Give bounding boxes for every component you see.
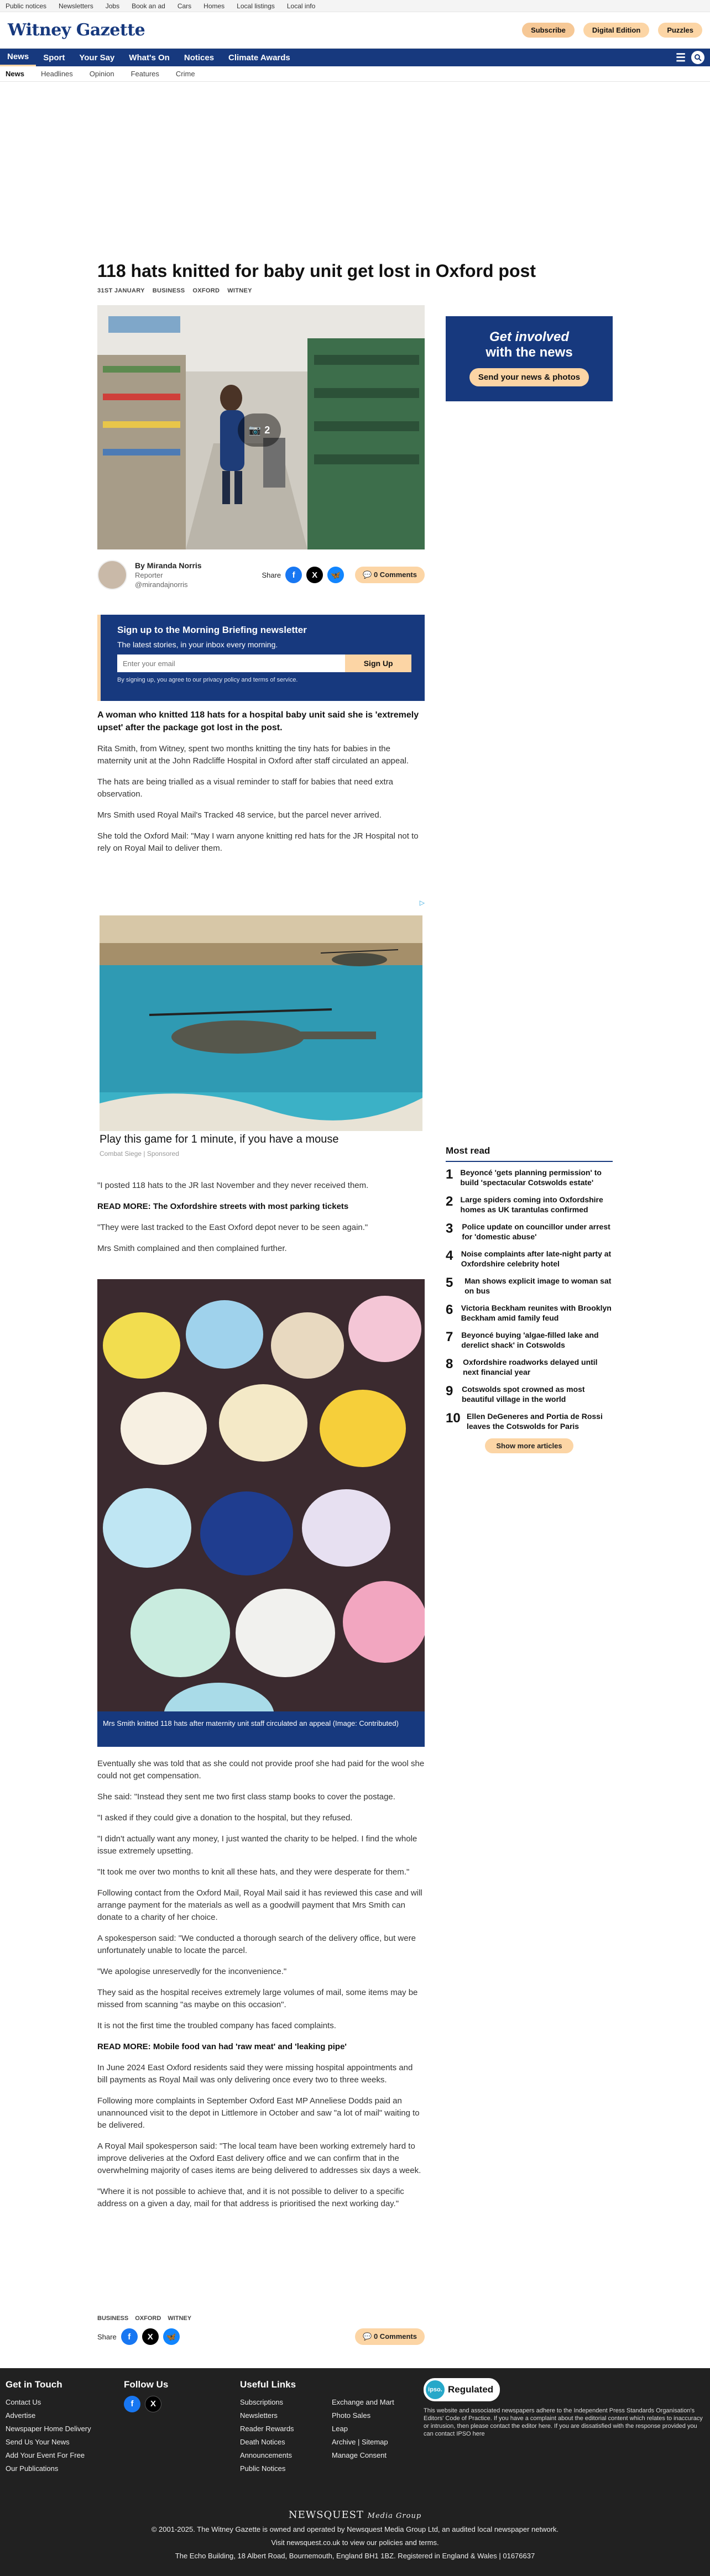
article-paragraph: "It took me over two months to knit all these hats, and they were desperate for them.": [97, 1867, 410, 1877]
footer-link[interactable]: Add Your Event For Free: [6, 2451, 85, 2459]
read-more-link[interactable]: READ MORE: The Oxfordshire streets with most parking tickets: [97, 1202, 349, 1211]
most-read-rank: 1: [446, 1167, 453, 1182]
footer-link[interactable]: Newsletters: [240, 2411, 278, 2420]
policies-line[interactable]: Visit newsquest.co.uk to view our policies and terms.: [271, 2538, 439, 2547]
article-body-top: [97, 709, 425, 863]
article-paragraph: A spokesperson said: "We conducted a thorough search of the delivery office, but were unfortunately unable to locate the parcel.: [97, 1934, 416, 1955]
card-line2: with the news: [485, 345, 573, 360]
camera-icon: 📷: [248, 424, 262, 436]
masthead: [0, 12, 710, 49]
address: The Echo Building, 18 Albert Road, Bournemouth, England BH1 1BZ. Registered in England & Wales | 01676637: [175, 2552, 535, 2560]
ipso-badge-label: Regulated: [448, 2384, 494, 2395]
footer-link[interactable]: Contact Us: [6, 2398, 41, 2406]
most-read-headline[interactable]: Beyoncé 'gets planning permission' to build 'spectacular Cotswolds estate': [460, 1168, 602, 1187]
puzzles-button[interactable]: Puzzles: [658, 23, 702, 38]
ipso-logo-icon: ipso.: [426, 2380, 445, 2399]
subnav-item-crime[interactable]: Crime: [175, 70, 195, 78]
newsquest-sub: Media Group: [367, 2512, 422, 2520]
card-line1: Get involved: [489, 329, 570, 344]
footer-link[interactable]: Our Publications: [6, 2464, 59, 2473]
subnav-item-opinion[interactable]: Opinion: [89, 70, 114, 78]
tag-link[interactable]: WITNEY: [227, 287, 252, 294]
footer-link[interactable]: Public Notices: [240, 2464, 286, 2473]
nav-item-your-say[interactable]: Your Say: [79, 53, 115, 62]
author-role: Reporter: [135, 570, 163, 579]
search-icon[interactable]: [691, 51, 704, 64]
article-paragraph: "I asked if they could give a donation to the hospital, but they refused.: [97, 1813, 353, 1823]
most-read-headline[interactable]: Cotswolds spot crowned as most beautiful village in the world: [462, 1385, 585, 1404]
footer-heading: Follow Us: [124, 2379, 169, 2390]
nav-item-news[interactable]: News: [0, 49, 36, 66]
newsquest-wordmark: NEWSQUEST: [288, 2509, 364, 2521]
facebook-icon[interactable]: f: [121, 2328, 138, 2345]
send-news-button[interactable]: Send your news & photos: [469, 368, 589, 386]
most-read: [446, 1145, 613, 1453]
article-paragraph: It is not the first time the troubled company has faced complaints.: [97, 2021, 336, 2030]
most-read-rank: 7: [446, 1329, 453, 1344]
most-read-headline[interactable]: Police update on councillor under arrest for 'domestic abuse': [462, 1222, 610, 1241]
subnav-item-news[interactable]: News: [6, 70, 24, 78]
site-logo[interactable]: Witney Gazette: [8, 20, 145, 40]
footer-follow: [124, 2378, 168, 2412]
most-read-headline[interactable]: Man shows explicit image to woman sat on bus: [464, 1276, 612, 1295]
footer-link[interactable]: Subscriptions: [240, 2398, 284, 2406]
ad-title[interactable]: Play this game for 1 minute, if you have a mouse: [100, 1133, 339, 1145]
helicopter-image: [100, 915, 422, 1131]
nav-item-climate-awards[interactable]: Climate Awards: [228, 53, 290, 62]
most-read-rank: 9: [446, 1384, 453, 1399]
comments-button[interactable]: 💬 0 Comments: [355, 567, 425, 583]
comments-count: 0 Comments: [373, 2332, 417, 2341]
footer-link[interactable]: Archive | Sitemap: [332, 2438, 388, 2446]
article-paragraph: Mrs Smith complained and then complained further.: [97, 1244, 287, 1253]
ad-source: Combat Siege | Sponsored: [100, 1150, 179, 1158]
utility-link[interactable]: Newsletters: [59, 2, 93, 10]
article-body-middle: [97, 1180, 425, 1264]
x-icon[interactable]: X: [145, 2396, 161, 2412]
most-read-item[interactable]: [446, 1330, 613, 1350]
newsletter-email-input[interactable]: [117, 655, 345, 672]
utility-link[interactable]: Local info: [286, 2, 316, 10]
sponsored-ad[interactable]: [97, 897, 425, 1158]
most-read-headline[interactable]: Noise complaints after late-night party at Oxfordshire celebrity hotel: [461, 1249, 612, 1268]
most-read-item[interactable]: [446, 1249, 613, 1269]
footer: [0, 2368, 710, 2576]
most-read-rank: 6: [446, 1302, 453, 1317]
article-paragraph: "I posted 118 hats to the JR last November and they never received them.: [97, 1181, 369, 1190]
newsletter-legal: By signing up, you agree to our privacy policy and terms of service.: [117, 677, 298, 683]
newsletter-subtitle: The latest stories, in your inbox every morning.: [117, 640, 278, 649]
gallery-caption: Mrs Smith knitted 118 hats after maternity unit staff circulated an appeal (Image: Contributed): [97, 1711, 425, 1747]
footer-link[interactable]: Leap: [332, 2425, 348, 2433]
facebook-icon[interactable]: f: [124, 2396, 140, 2412]
article-gallery-image[interactable]: [97, 1279, 425, 1747]
article-paragraph: "They were last tracked to the East Oxford depot never to be seen again.": [97, 1223, 368, 1232]
utility-link[interactable]: Public notices: [6, 2, 47, 10]
footer-link[interactable]: Manage Consent: [332, 2451, 387, 2459]
digital-edition-button[interactable]: Digital Edition: [583, 23, 649, 38]
footer-link[interactable]: Exchange and Mart: [332, 2398, 394, 2406]
most-read-item[interactable]: [446, 1167, 613, 1187]
article-tags: [97, 287, 252, 294]
footer-heading: Useful Links: [240, 2379, 296, 2390]
most-read-item[interactable]: [446, 1357, 613, 1377]
article-paragraph: The hats are being trialled as a visual reminder to staff for babies that need extra observation.: [97, 777, 394, 799]
subscribe-button[interactable]: Subscribe: [522, 23, 575, 38]
photo-count: 2: [264, 424, 270, 436]
subnav-item-headlines[interactable]: Headlines: [40, 70, 73, 78]
article-body-bottom: [97, 1758, 425, 2219]
menu-icon[interactable]: ☰: [676, 51, 686, 64]
utility-bar: [0, 0, 710, 12]
footer-bottom: [0, 2509, 710, 2563]
footer-link[interactable]: Reader Rewards: [240, 2425, 294, 2433]
article-lead: A woman who knitted 118 hats for a hospital baby unit said she is 'extremely upset' after the package got lost in the post.: [97, 710, 419, 732]
footer-link[interactable]: Photo Sales: [332, 2411, 371, 2420]
footer-get-in-touch: [6, 2378, 91, 2475]
ipso-text: This website and associated newspapers adhere to the Independent Press Standards Organisation's Editors' Code of Practice. If you have a complaint about the editorial content which relates to inaccuracy or intrusion, then please contact the editor here. If you are dissatisfied with the response provided you can contact IPSO here: [424, 2407, 703, 2437]
ipso-badge[interactable]: [424, 2378, 500, 2401]
utility-link[interactable]: Cars: [177, 2, 192, 10]
most-read-item[interactable]: [446, 1276, 613, 1296]
most-read-item[interactable]: [446, 1384, 613, 1404]
newsletter-title: Sign up to the Morning Briefing newsletter: [117, 625, 307, 635]
author-bar: [97, 558, 425, 591]
show-more-button[interactable]: Show more articles: [485, 1438, 573, 1453]
tag-link[interactable]: OXFORD: [192, 287, 220, 294]
footer-heading: Get in Touch: [6, 2379, 62, 2390]
footer-link[interactable]: Newspaper Home Delivery: [6, 2425, 91, 2433]
utility-link[interactable]: Local listings: [237, 2, 275, 10]
article-paragraph: Following contact from the Oxford Mail, Royal Mail said it has reviewed this case and will arrange payment for the materials as well as a goodwill payment that Mrs Smith can donate to a charity of her choice.: [97, 1888, 422, 1922]
article-paragraph: Following more complaints in September Oxford East MP Anneliese Dodds paid an unannounced visit to the depot in Littlemore in October and saw "a lot of mail" waiting to be delivered.: [97, 2096, 420, 2130]
article-paragraph: In June 2024 East Oxford residents said they were missing hospital appointments and bill payments as Royal Mail was only delivering once every two to three weeks.: [97, 2063, 413, 2085]
bluesky-icon[interactable]: 🦋: [163, 2328, 180, 2345]
most-read-item[interactable]: [446, 1195, 613, 1214]
article-paragraph: "I didn't actually want any money, I just wanted the charity to be helped. I find the whole issue extremely upsetting.: [97, 1834, 417, 1856]
newsletter-signup-button[interactable]: Sign Up: [345, 655, 411, 672]
sub-nav: [0, 66, 710, 82]
footer-link[interactable]: Death Notices: [240, 2438, 285, 2446]
most-read-rank: 4: [446, 1248, 453, 1263]
utility-link[interactable]: Homes: [203, 2, 225, 10]
get-involved-card: [446, 316, 613, 401]
comments-count: 0 Comments: [373, 570, 417, 579]
read-more-link[interactable]: READ MORE: Mobile food van had 'raw meat' and 'leaking pipe': [97, 2042, 347, 2051]
subnav-item-features[interactable]: Features: [130, 70, 159, 78]
footer-link[interactable]: Advertise: [6, 2411, 36, 2420]
most-read-headline[interactable]: Ellen DeGeneres and Portia de Rossi leaves the Cotswolds for Paris: [467, 1412, 603, 1431]
main-nav: [0, 49, 710, 66]
comments-button[interactable]: 💬 0 Comments: [355, 2328, 425, 2345]
tag-link[interactable]: BUSINESS: [152, 287, 185, 294]
most-read-rank: 10: [446, 1411, 461, 1426]
article-headline: 118 hats knitted for baby unit get lost in Oxford post: [97, 261, 536, 281]
tag-link[interactable]: WITNEY: [168, 2315, 192, 2322]
article-paragraph: Mrs Smith used Royal Mail's Tracked 48 service, but the parcel never arrived.: [97, 810, 382, 820]
bottom-tags: [97, 2315, 191, 2322]
tag-link[interactable]: OXFORD: [135, 2315, 161, 2322]
ad-image[interactable]: [100, 915, 422, 1131]
author-avatar[interactable]: [97, 560, 127, 590]
bluesky-icon[interactable]: 🦋: [327, 567, 344, 583]
most-read-rank: 2: [446, 1194, 453, 1209]
footer-useful-links: [240, 2378, 296, 2475]
most-read-item[interactable]: [446, 1411, 613, 1431]
knitted-hats-photo: [97, 1279, 425, 1747]
tag-date: 31ST JANUARY: [97, 287, 145, 294]
gallery-count[interactable]: [238, 413, 281, 447]
article-paragraph: She told the Oxford Mail: "May I warn anyone knitting red hats for the JR Hospital not to rely on Royal Mail to deliver them.: [97, 831, 419, 853]
nav-item-whats-on[interactable]: What's On: [129, 53, 170, 62]
article-paragraph: "Where it is not possible to achieve that, and it is not possible to deliver to a specific address on a given a day, mail for that address is prioritised the next working day.": [97, 2187, 404, 2208]
author-name[interactable]: By Miranda Norris: [135, 561, 202, 570]
footer-useful-links-2: [332, 2396, 394, 2462]
article-paragraph: She said: "Instead they sent me two first class stamp books to cover the postage.: [97, 1792, 395, 1802]
newsquest-logo[interactable]: [0, 2509, 710, 2523]
most-read-headline[interactable]: Victoria Beckham reunites with Brooklyn Beckham amid family feud: [461, 1303, 612, 1322]
share-label: Share: [97, 2332, 117, 2341]
utility-link[interactable]: Jobs: [105, 2, 120, 10]
nav-item-sport[interactable]: Sport: [43, 53, 65, 62]
most-read-rank: 8: [446, 1357, 453, 1371]
author-handle[interactable]: @mirandajnorris: [135, 580, 188, 589]
facebook-icon[interactable]: f: [285, 567, 302, 583]
most-read-rank: 5: [446, 1275, 453, 1290]
nav-item-notices[interactable]: Notices: [184, 53, 215, 62]
bottom-share-bar: [97, 2328, 425, 2345]
tag-link[interactable]: BUSINESS: [97, 2315, 129, 2322]
x-icon[interactable]: X: [142, 2328, 159, 2345]
adchoices-icon[interactable]: ▷: [419, 899, 425, 907]
article-paragraph: They said as the hospital receives extremely large volumes of mail, some items may be missed from scanning "as maybe on this occasion".: [97, 1988, 418, 2009]
copyright: © 2001-2025. The Witney Gazette is owned and operated by Newsquest Media Group Ltd, an audited local newspaper network.: [151, 2525, 559, 2533]
article-paragraph: Rita Smith, from Witney, spent two months knitting the tiny hats for babies in the maternity unit at the John Radcliffe Hospital in Oxford after staff circulated an appeal.: [97, 744, 409, 766]
most-read-headline[interactable]: Large spiders coming into Oxfordshire homes as UK tarantulas confirmed: [460, 1195, 603, 1214]
ipso-block: [424, 2378, 706, 2438]
hero-image[interactable]: [97, 305, 425, 549]
share-label: Share: [262, 570, 281, 579]
most-read-item[interactable]: [446, 1303, 613, 1323]
article-paragraph: "We apologise unreservedly for the inconvenience.": [97, 1967, 287, 1976]
utility-link[interactable]: Book an ad: [132, 2, 165, 10]
article-paragraph: A Royal Mail spokesperson said: "The local team have been working extremely hard to improve deliveries at the Oxford East delivery office and we can confirm that in the overwhelming majority of cases items are being delivered to addresses six days a week.: [97, 2142, 421, 2175]
footer-link[interactable]: Send Us Your News: [6, 2438, 70, 2446]
most-read-rank: 3: [446, 1221, 453, 1236]
x-icon[interactable]: X: [306, 567, 323, 583]
most-read-title: Most read: [446, 1145, 613, 1162]
footer-link[interactable]: Announcements: [240, 2451, 292, 2459]
most-read-item[interactable]: [446, 1222, 613, 1242]
most-read-headline[interactable]: Beyoncé buying 'algae-filled lake and derelict shack' in Cotswolds: [461, 1331, 599, 1349]
article-paragraph: Eventually she was told that as she could not provide proof she had paid for the wool she could not get compensation.: [97, 1759, 425, 1781]
most-read-headline[interactable]: Oxfordshire roadworks delayed until next financial year: [463, 1358, 598, 1376]
newsletter-signup: [97, 615, 425, 701]
